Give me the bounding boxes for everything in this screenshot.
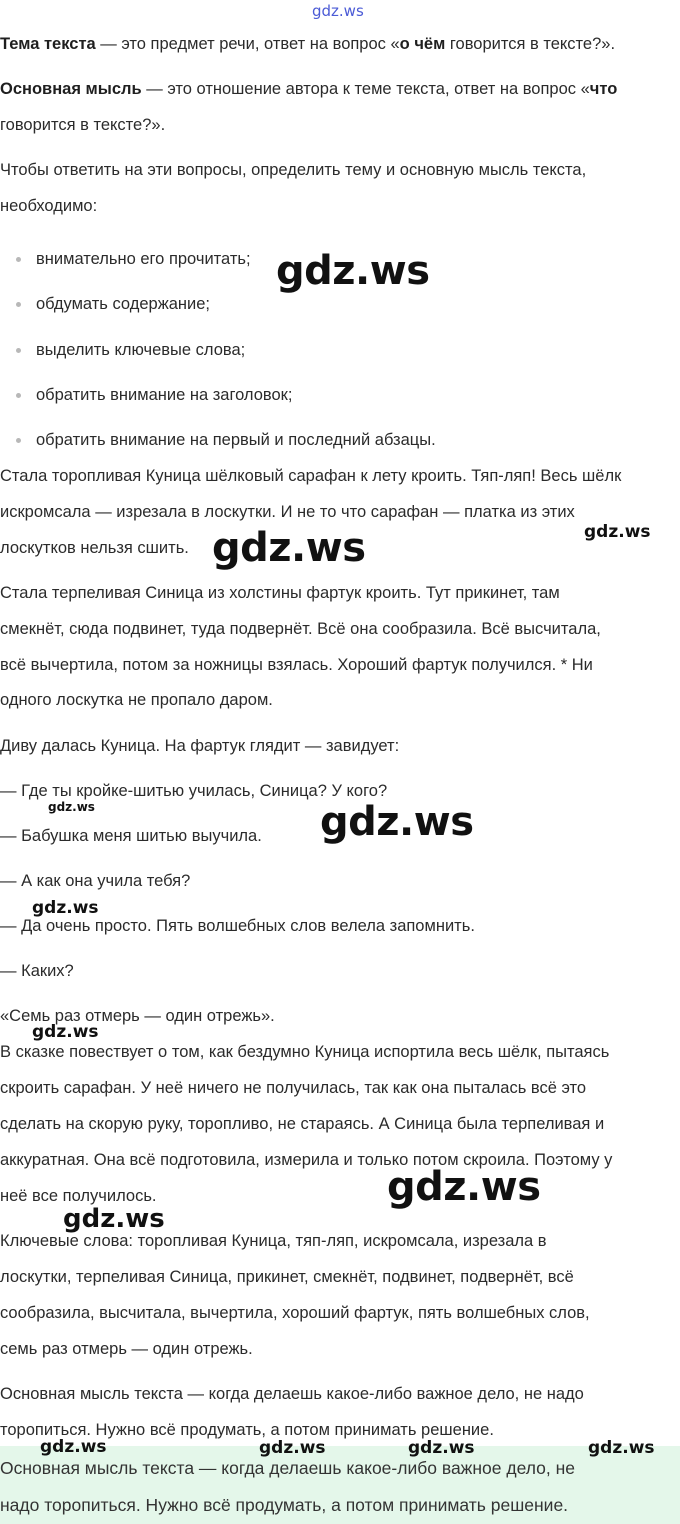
watermark: gdz.ws <box>588 1438 655 1458</box>
watermark: gdz.ws <box>40 1437 107 1457</box>
watermark: gdz.ws <box>32 898 99 918</box>
summary-line: сделать на скорую руку, торопливо, не стараясь. А Синица была терпеливая и <box>0 1115 605 1133</box>
idea-definition-text: — это отношение автора к теме текста, ответ на вопрос « <box>141 80 590 98</box>
list-bullet <box>16 257 21 262</box>
idea-definition <box>0 79 617 99</box>
dialogue-line: — Да очень просто. Пять волшебных слов велела запомнить. <box>0 917 475 935</box>
story-line: смекнёт, сюда подвинет, туда подвернёт. Всё она сообразила. Всё высчитала, <box>0 620 601 638</box>
list-bullet <box>16 302 21 307</box>
watermark: gdz.ws <box>48 800 95 814</box>
list-item: выделить ключевые слова; <box>36 341 246 359</box>
list-item: обдумать содержание; <box>36 295 211 313</box>
story-line: лоскутков нельзя сшить. <box>0 539 189 557</box>
dialogue-line: — Где ты кройке-шитью училась, Синица? У кого? <box>0 782 388 800</box>
keywords-line: сообразила, высчитала, вычертила, хороший фартук, пять волшебных слов, <box>0 1304 590 1322</box>
idea-definition-line2: говорится в тексте?». <box>0 116 166 134</box>
idea-term: Основная мысль <box>0 80 142 98</box>
dialogue-line: — Бабушка меня шитью выучила. <box>0 827 262 845</box>
story-line: Диву далась Куница. На фартук глядит — завидует: <box>0 737 400 755</box>
idea-question: что <box>589 80 618 98</box>
main-idea-line: торопиться. Нужно всё продумать, а потом принимать решение. <box>0 1421 494 1439</box>
main-idea-line: Основная мысль текста — когда делаешь какое-либо важное дело, не надо <box>0 1385 584 1403</box>
dialogue-line: — Каких? <box>0 962 74 980</box>
theme-definition-end: говорится в тексте?». <box>445 35 616 53</box>
dialogue-line: — А как она учила тебя? <box>0 872 191 890</box>
watermark: gdz.ws <box>259 1438 326 1458</box>
watermark: gdz.ws <box>212 525 366 571</box>
watermark: gdz.ws <box>387 1164 541 1210</box>
list-item: обратить внимание на заголовок; <box>36 386 293 404</box>
list-item: внимательно его прочитать; <box>36 250 251 268</box>
story-line: искромсала — изрезала в лоскутки. И не то что сарафан — платка из этих <box>0 503 575 521</box>
keywords-line: лоскутки, терпеливая Синица, прикинет, смекнёт, подвинет, подвернёт, всё <box>0 1268 574 1286</box>
instruction-line: необходимо: <box>0 197 98 215</box>
watermark: gdz.ws <box>32 1022 99 1042</box>
list-bullet <box>16 438 21 443</box>
list-bullet <box>16 348 21 353</box>
summary-line: аккуратная. Она всё подготовила, измерила и только потом скроила. Поэтому у <box>0 1151 613 1169</box>
dialogue-line: «Семь раз отмерь — один отрежь». <box>0 1007 275 1025</box>
theme-term: Тема текста <box>0 35 96 53</box>
watermark: gdz.ws <box>320 799 474 845</box>
watermark: gdz.ws <box>584 522 651 542</box>
keywords-line: семь раз отмерь — один отрежь. <box>0 1340 253 1358</box>
answer-line: Основная мысль текста — когда делаешь какое-либо важное дело, не <box>0 1458 575 1478</box>
story-line: Стала терпеливая Синица из холстины фартук кроить. Тут прикинет, там <box>0 584 560 602</box>
list-item: обратить внимание на первый и последний абзацы. <box>36 431 436 449</box>
summary-line: неё все получилось. <box>0 1187 157 1205</box>
watermark: gdz.ws <box>276 248 430 294</box>
theme-definition <box>0 34 615 54</box>
watermark: gdz.ws <box>63 1204 165 1234</box>
story-line: Стала торопливая Куница шёлковый сарафан к лету кроить. Тяп-ляп! Весь шёлк <box>0 467 622 485</box>
story-line: одного лоскутка не пропало даром. <box>0 691 273 709</box>
list-bullet <box>16 393 21 398</box>
summary-line: скроить сарафан. У неё ничего не получилась, так как она пыталась всё это <box>0 1079 587 1097</box>
watermark: gdz.ws <box>408 1438 475 1458</box>
story-line: всё вычертила, потом за ножницы взялась. Хороший фартук получился. * Ни <box>0 656 593 674</box>
keywords-line: Ключевые слова: торопливая Куница, тяп-ляп, искромсала, изрезала в <box>0 1232 547 1250</box>
theme-question: о чём <box>399 35 446 53</box>
watermark-top: gdz.ws <box>312 2 364 20</box>
theme-definition-text: — это предмет речи, ответ на вопрос « <box>95 35 400 53</box>
instruction-line: Чтобы ответить на эти вопросы, определить тему и основную мысль текста, <box>0 161 587 179</box>
answer-line: надо торопиться. Нужно всё продумать, а потом принимать решение. <box>0 1495 569 1515</box>
summary-line: В сказке повествует о том, как бездумно Куница испортила весь шёлк, пытаясь <box>0 1043 610 1061</box>
